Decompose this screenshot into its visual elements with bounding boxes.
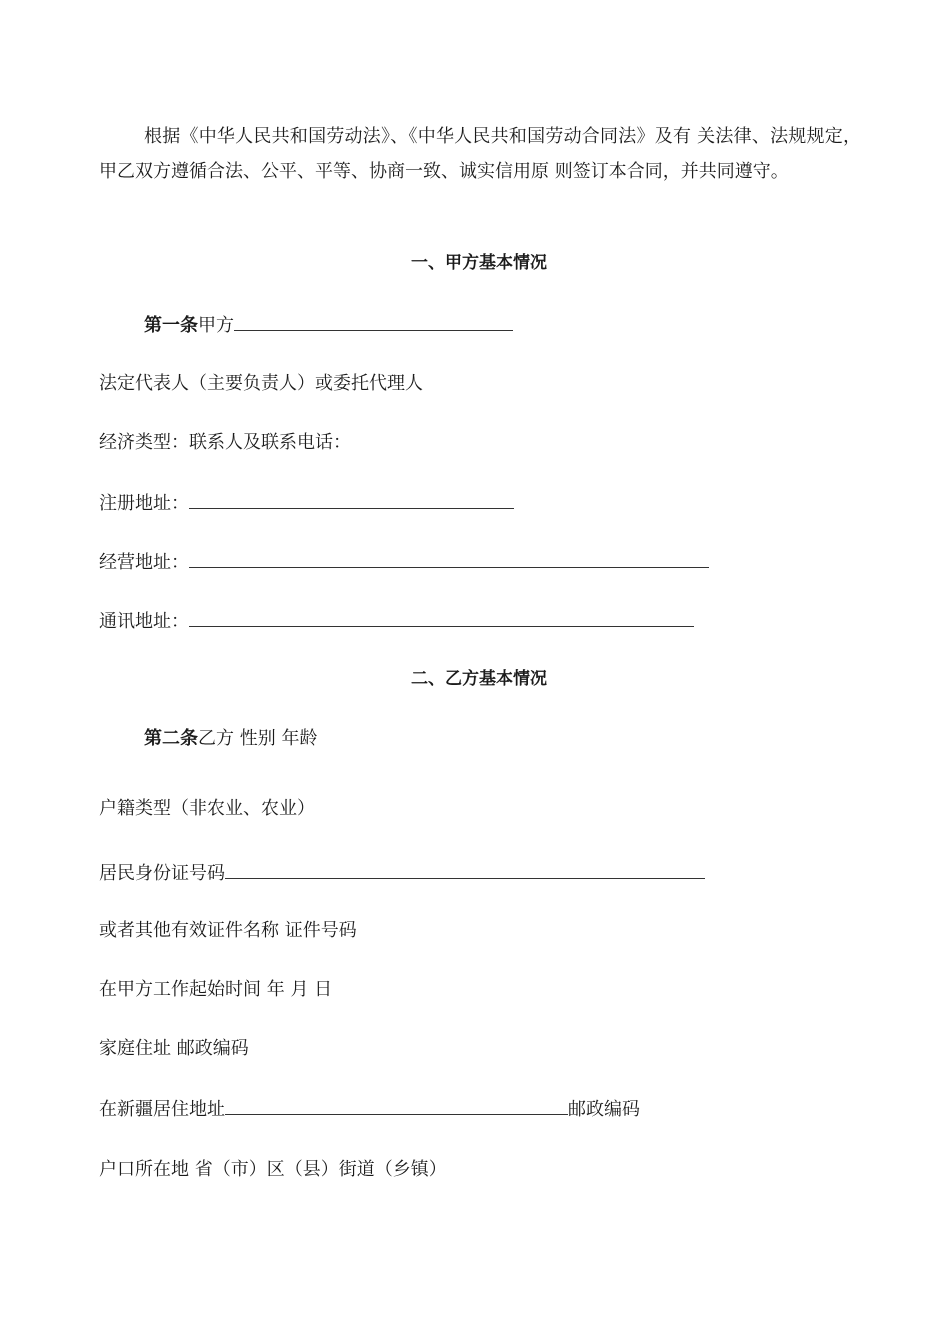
party-a-blank[interactable] xyxy=(234,312,513,331)
other-id-label: 或者其他有效证件名称 证件号码 xyxy=(99,920,357,941)
business-address-label: 经营地址： xyxy=(99,552,189,573)
article-1-line xyxy=(144,312,513,338)
mailing-address-blank[interactable] xyxy=(189,608,694,627)
registered-address-line xyxy=(99,490,514,516)
xinjiang-address-label: 在新疆居住地址 xyxy=(99,1099,225,1120)
registered-address-label: 注册地址： xyxy=(99,493,189,514)
intro-paragraph: 根据《中华人民共和国劳动法》、《中华人民共和国劳动合同法》及有 关法律、法规规定，甲乙双方遵循合法、公平、平等、协商一致、诚实信用原 则签订本合同，并共同遵守。 xyxy=(99,126,861,182)
xinjiang-address-line xyxy=(99,1096,640,1122)
mailing-address-label: 通讯地址： xyxy=(99,611,189,632)
id-number-line xyxy=(99,860,705,886)
xinjiang-address-blank[interactable] xyxy=(225,1096,568,1115)
id-number-blank[interactable] xyxy=(225,860,705,879)
section-1-heading: 一、甲方基本情况 xyxy=(411,253,547,273)
article-2-line xyxy=(144,727,317,751)
business-address-line xyxy=(99,549,709,575)
mailing-address-line xyxy=(99,608,694,634)
party-b-info-label: 乙方 性别 年龄 xyxy=(198,728,318,749)
home-address-label: 家庭住址 邮政编码 xyxy=(99,1038,249,1059)
article-1-label: 第一条 xyxy=(144,315,198,336)
party-a-label: 甲方 xyxy=(198,315,234,336)
economy-type-contact-label: 经济类型：联系人及联系电话： xyxy=(99,432,351,453)
article-2-label: 第二条 xyxy=(144,728,198,749)
business-address-blank[interactable] xyxy=(189,549,709,568)
household-type-label: 户籍类型（非农业、农业） xyxy=(99,798,315,819)
legal-representative-label: 法定代表人（主要负责人）或委托代理人 xyxy=(99,373,423,394)
section-2-heading: 二、乙方基本情况 xyxy=(411,669,547,689)
xinjiang-postal-code-label: 邮政编码 xyxy=(568,1099,640,1120)
registered-address-blank[interactable] xyxy=(189,490,514,509)
hukou-location-label: 户口所在地 省（市）区（县）街道（乡镇） xyxy=(99,1159,447,1180)
work-start-time-label: 在甲方工作起始时间 年 月 日 xyxy=(99,979,333,1000)
id-number-label: 居民身份证号码 xyxy=(99,863,225,884)
